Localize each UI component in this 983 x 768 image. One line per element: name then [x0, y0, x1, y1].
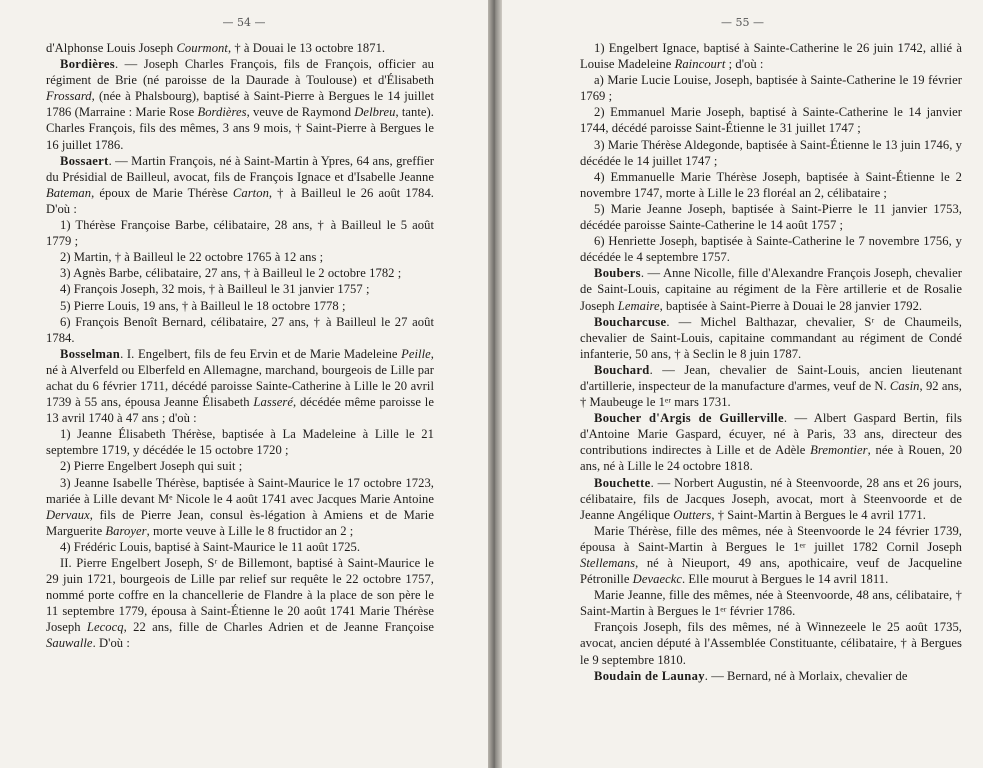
bossaert-2	[46, 249, 434, 265]
text-run: a) Marie Lucie Louise, Joseph, baptisée à Sainte-Catherine le 19 février 1769 ;	[580, 73, 962, 104]
left-page	[0, 0, 488, 768]
surname: Courmont	[176, 41, 228, 55]
entry-bouchette	[580, 475, 962, 523]
text-run: , † à Douai le 13 octobre 1871.	[227, 41, 386, 55]
text-run: 3) Jeanne Isabelle Thérèse, baptisée à Saint-Maurice le 17 octobre 1723, mariée à Lille devant Mᵉ Nicole le 4 août 1741 avec Jacques Marie Antoine	[46, 475, 434, 506]
text-run: . — Norbert Augustin, né à Steenvoorde, 28 ans et 26 jours, célibataire, fils de Jacques Joseph, avocat, mort à Steenvoorde et de Jeanne Angélique	[580, 475, 962, 522]
text-run: . — Michel Balthazar, chevalier, Sʳ de Chaumeils, chevalier de Saint-Louis, capitaine commandant au régiment de Condé infanterie, 50 ans, † à Seclin le 8 juin 1787.	[580, 314, 962, 361]
bosselman-ii	[46, 555, 434, 652]
entry-heading: Bosselman	[60, 346, 121, 361]
entry-heading: Bossaert	[60, 153, 109, 168]
bouchette-marie-jeanne	[580, 587, 962, 619]
surname: Sauwalle	[46, 636, 93, 651]
text-run: . Elle mourut à Bergues le 14 avril 1811.	[682, 572, 889, 587]
text-run: . D'où :	[92, 636, 130, 651]
bosselman-4	[46, 539, 434, 555]
surname: Peille	[401, 346, 431, 361]
entry-bosselman	[46, 346, 434, 426]
surname: Baroyer	[105, 523, 147, 538]
text-run: . — Anne Nicolle, fille d'Alexandre François Joseph, chevalier de Saint-Louis, capitaine au régiment de la Fère artillerie et de Rosalie Joseph	[580, 266, 962, 313]
text-run: , né à Nieuport, 49 ans, apothicaire, veuf de Jacqueline Pétronille	[580, 556, 962, 587]
text-run: 2) Emmanuel Marie Joseph, baptisé à Sainte-Catherine le 14 janvier 1744, décédé paroisse Saint-Étienne le 31 juillet 1747 ;	[580, 105, 962, 136]
bouchette-francois-joseph	[580, 619, 962, 667]
bosselman-ii-5	[580, 201, 962, 233]
text-run: . — Martin François, né à Saint-Martin à Ypres, 64 ans, greffier du Présidial de Bailleul, avocat, fils de François Ignace et d'Isabelle Jeanne	[46, 153, 434, 184]
bossaert-6	[46, 314, 434, 346]
left-page-text	[46, 40, 434, 652]
bossaert-1	[46, 217, 434, 249]
text-run: , veuve de Raymond	[246, 105, 355, 120]
text-run: 4) Emmanuelle Marie Thérèse Joseph, baptisée à Saint-Étienne le 2 novembre 1747, morte à Lille le 23 floréal an 2, célibataire ;	[580, 169, 962, 200]
text-run: , tante). Charles François, fils des mêmes, 3 ans 9 mois, † Saint-Pierre à Bergues le 16 juillet 1786.	[46, 105, 435, 152]
left-page-number: — 54 —	[222, 16, 266, 29]
bosselman-ii-4	[580, 169, 962, 201]
surname: Frossard	[46, 89, 92, 104]
text-run: 3) Agnès Barbe, célibataire, 27 ans, † à Bailleul le 2 octobre 1782 ;	[60, 266, 402, 281]
bosselman-ii-2	[580, 104, 962, 136]
surname: Lemaire	[617, 298, 660, 313]
text-run: 1) Engelbert Ignace, baptisé à Sainte-Catherine le 26 juin 1742, allié à Louise Madeleine	[580, 41, 962, 72]
text-run: 4) François Joseph, 32 mois, † à Bailleul le 31 janvier 1757 ;	[60, 282, 370, 297]
text-run: , né à Alverfeld ou Elberfeld en Allemagne, marchand, bourgeois de Lille par achat du 6 février 1711, décédé paroisse Sainte-Catherine à Lille le 20 avril 1739 à 55 ans, épousa Jeanne Élisabeth	[46, 346, 434, 410]
surname: Dervaux	[46, 507, 90, 522]
entry-bossaert	[46, 153, 434, 217]
text-run: 2) Martin, † à Bailleul le 22 octobre 1765 à 12 ans ;	[60, 250, 324, 265]
text-run: . — Bernard, né à Morlaix, chevalier de	[704, 668, 908, 683]
text-run: , née à Rouen, 20 ans, né à Lille le 24 octobre 1818.	[580, 443, 962, 474]
cont-courmont	[46, 40, 434, 56]
surname: Devaeckc	[632, 572, 683, 587]
text-run: , décédée même paroisse le 13 avril 1740 à 47 ans ; d'où :	[46, 395, 434, 426]
text-run: , morte veuve à Lille le 8 fructidor an 2 ;	[146, 523, 354, 538]
text-run: 6) François Benoît Bernard, célibataire, 27 ans, † à Bailleul le 27 août 1784.	[46, 314, 434, 345]
entry-boudain	[580, 668, 962, 684]
text-run: . I. Engelbert, fils de feu Ervin et de Marie Madeleine	[120, 346, 402, 361]
text-run: 4) Frédéric Louis, baptisé à Saint-Maurice le 11 août 1725.	[60, 539, 361, 554]
text-run: François Joseph, fils des mêmes, né à Winnezeele le 25 août 1735, avocat, ancien député à l'Assemblée Constituante, célibataire, † à Bergues le 9 septembre 1810.	[580, 620, 962, 667]
text-run: 5) Pierre Louis, 19 ans, † à Bailleul le 18 octobre 1778 ;	[60, 298, 346, 313]
entry-boucher	[580, 410, 962, 474]
right-page-text	[580, 40, 962, 684]
text-run: , 22 ans, fille de Charles Adrien et de Jeanne Françoise	[123, 620, 435, 635]
text-run: , baptisée à Saint-Pierre à Douai le 28 janvier 1792.	[659, 298, 923, 313]
text-run: 1) Thérèse Françoise Barbe, célibataire, 28 ans, † à Bailleul le 5 août 1779 ;	[46, 218, 434, 249]
bosselman-2	[46, 458, 434, 474]
bosselman-ii-6	[580, 233, 962, 265]
surname: Delbreu	[354, 105, 396, 120]
entry-heading: Boubers	[594, 266, 641, 281]
text-run: . — Joseph Charles François, fils de François, officier au régiment de Brie (né paroisse de la Daurade à Toulouse) et d'Élisabeth	[46, 57, 434, 88]
bosselman-ii-1a	[580, 72, 962, 104]
text-run: , † Saint-Martin à Bergues le 4 avril 1771.	[711, 507, 926, 522]
text-run: . — Jean, chevalier de Saint-Louis, ancien lieutenant d'artillerie, inspecteur de la manufacture d'armes, veuf de N.	[580, 362, 962, 393]
entry-boucharcuse	[580, 314, 962, 362]
text-run: Marie Thérèse, fille des mêmes, née à Steenvoorde le 24 février 1739, épousa à Saint-Martin à Bergues le 1ᵉʳ juillet 1782 Cornil Joseph	[580, 523, 962, 554]
surname: Lasseré	[253, 395, 293, 410]
text-run: II. Pierre Engelbert Joseph, Sʳ de Billemont, baptisé à Saint-Maurice le 29 juin 1721, bourgeois de Lille par relief sur requête le 22 octobre 1757, nommé porte coffre en la chancellerie de Flandre à la place de son père le 11 septembre 1779, épousa à Saint-Étienne le 20 août 1741 Marie Thérèse Joseph	[46, 556, 434, 635]
text-run: , fils de Pierre Jean, consul ès-légation à Amiens et de Marie Marguerite	[46, 507, 434, 538]
right-page	[502, 0, 983, 768]
surname: Carton	[232, 185, 269, 200]
text-run: 6) Henriette Joseph, baptisée à Sainte-Catherine le 7 novembre 1756, y décédée le 4 septembre 1757.	[580, 234, 962, 265]
surname: Casin	[889, 378, 920, 393]
text-run: , 92 ans, † Maubeuge le 1ᵉʳ mars 1731.	[580, 378, 962, 410]
surname: Bremontier	[810, 443, 868, 458]
bossaert-3	[46, 265, 434, 281]
text-run: 5) Marie Jeanne Joseph, baptisée à Saint-Pierre le 11 janvier 1753, décédée paroisse Sainte-Catherine le 14 août 1757 ;	[580, 201, 962, 233]
surname: Outters	[673, 507, 712, 522]
text-run: 2) Pierre Engelbert Joseph qui suit ;	[60, 459, 243, 474]
bouchette-marie-therese	[580, 523, 962, 587]
text-run: , époux de Marie Thérèse	[91, 185, 233, 200]
bosselman-1	[46, 426, 434, 458]
text-run: , † à Bailleul le 26 août 1784. D'où :	[46, 185, 434, 216]
text-run: 3) Marie Thérèse Aldegonde, baptisée à Saint-Étienne le 13 juin 1746, y décédée le 14 juillet 1747 ;	[580, 137, 962, 168]
bossaert-4	[46, 281, 434, 297]
entry-boubers	[580, 265, 962, 313]
bosselman-ii-1	[580, 40, 962, 72]
text-run: 1) Jeanne Élisabeth Thérèse, baptisée à La Madeleine à Lille le 21 septembre 1719, y décédée le 15 octobre 1720 ;	[46, 427, 434, 458]
text-run: ; d'où :	[725, 57, 764, 72]
surname: Bateman	[46, 185, 92, 200]
right-page-number: — 55 —	[721, 16, 764, 29]
entry-heading: Bouchard	[594, 362, 650, 377]
text-run: d'Alphonse Louis Joseph	[46, 41, 177, 55]
entry-bouchard	[580, 362, 962, 410]
entry-heading: Bouchette	[594, 475, 651, 490]
entry-heading: Boucher d'Argis de Guillerville	[594, 411, 784, 426]
surname: Lecocq	[86, 620, 124, 635]
bosselman-3	[46, 475, 434, 539]
entry-heading: Bordières	[60, 57, 115, 72]
book-gutter	[488, 0, 502, 768]
surname: Raincourt	[674, 57, 726, 72]
surname: Stellemans	[580, 556, 636, 570]
entry-heading: Boucharcuse	[594, 314, 667, 329]
surname: Bordières	[197, 105, 247, 120]
bossaert-5	[46, 298, 434, 314]
text-run: . — Albert Gaspard Bertin, fils d'Antoine Marie Gaspard, écuyer, né à Paris, 33 ans, directeur des contributions indirectes à Lille et de Adèle	[580, 411, 962, 458]
text-run: Marie Jeanne, fille des mêmes, née à Steenvoorde, 48 ans, célibataire, † Saint-Martin à Bergues le 1ᵉʳ février 1786.	[580, 588, 962, 619]
entry-bordieres	[46, 56, 434, 153]
bosselman-ii-3	[580, 137, 962, 169]
entry-heading: Boudain de Launay	[594, 668, 705, 683]
text-run: , (née à Phalsbourg), baptisé à Saint-Pierre à Bergues le 14 juillet 1786 (Marraine : Marie Rose	[46, 89, 434, 120]
